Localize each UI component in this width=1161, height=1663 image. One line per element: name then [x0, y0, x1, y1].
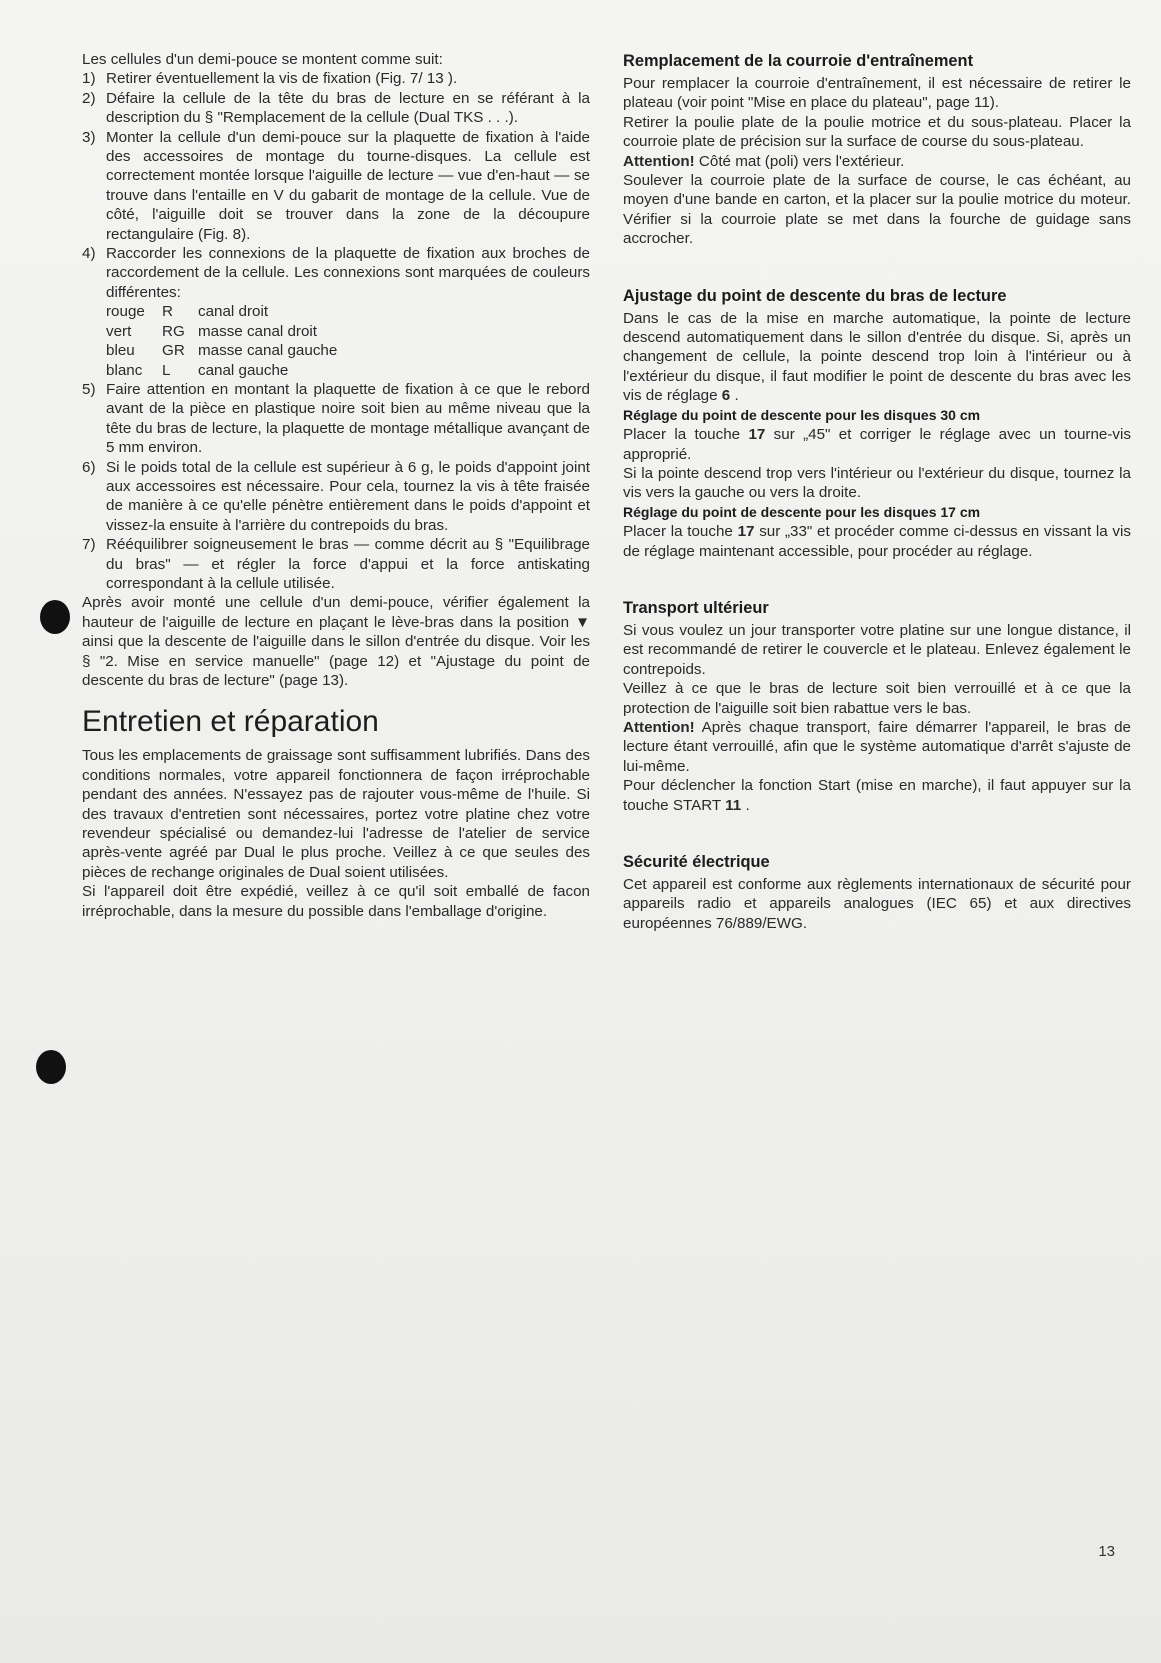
- color-row: vert RG masse canal droit: [106, 322, 318, 340]
- color-row: rouge R canal droit: [106, 303, 269, 321]
- heading-securite: Sécurité électrique: [623, 853, 770, 871]
- heading-courroie: Remplacement de la courroie d'entraînement: [623, 52, 974, 70]
- transport-attention: Attention! Après chaque transport, faire démarrer l'appareil, le bras de lecture étant verrouillé, afin que le système automatique d'arrêt s'ajuste de lui-même.: [623, 718, 1131, 775]
- ajustage-paragraph: Dans le cas de la mise en marche automatique, la pointe de lecture descend automatiquement dans le sillon d'entrée du disque. Si, après un changement de cellule, la pointe descend trop loin à l'intérieur ou à l'extérieur du disque, il faut modifier le point de descente du bras avec les vis de réglage 6 .: [623, 309, 1131, 405]
- transport-paragraph: Si vous voulez un jour transporter votre platine sur une longue distance, il est recommandé de retirer le couvercle et le plateau. Enlevez également le contrepoids.: [623, 621, 1131, 678]
- after-mounting-text: Après avoir monté une cellule d'un demi-pouce, vérifier également la hauteur de l'aiguille de lecture en plaçant le lève-bras dans la position ▼ ainsi que la descente de l'aiguille dans le sillon d'entrée du disque. Voir les § "2. Mise en service manuelle" (page 12) et "Ajustage du point de descente du bras de lecture" (page 13).: [82, 594, 590, 689]
- reglage-30-paragraph: Placer la touche 17 sur „45" et corriger le réglage avec un tourne-vis approprié.: [623, 426, 1131, 463]
- color-row: blanc L canal gauche: [106, 361, 289, 379]
- intro-text: Les cellules d'un demi-pouce se montent comme suit:: [82, 51, 443, 68]
- mounting-steps-continued: [82, 380, 590, 593]
- right-column: [623, 50, 1131, 933]
- step-item: 5) Faire attention en montant la plaquette de fixation à ce que le rebord avant de la pièce en plastique noire soit bien au même niveau que la tête du bras de lecture, la plaquette de montage métallique avançant de 5 mm environ.: [82, 380, 590, 457]
- step-item: 6) Si le poids total de la cellule est supérieur à 6 g, le poids d'appoint joint aux accessoires est nécessaire. Pour cela, tournez la vis à tête fraisée de manière à ce qu'elle pénètre entièrement dans le poids d'appoint et vissez-la ensuite à l'arrière du contrepoids du bras.: [82, 458, 590, 534]
- courroie-paragraph: Soulever la courroie plate de la surface de course, le cas échéant, au moyen d'une bande en carton, et la placer sur la poulie motrice du moteur. Vérifier si la courroie plate se met dans la fourche de guidage sans accrocher.: [623, 172, 1131, 248]
- courroie-attention: Attention! Côté mat (poli) vers l'extérieur.: [623, 152, 905, 170]
- courroie-paragraph: Pour remplacer la courroie d'entraînement, il est nécessaire de retirer le plateau (voir point "Mise en place du plateau", page 11).: [623, 75, 1131, 112]
- entretien-paragraph: Tous les emplacements de graissage sont suffisamment lubrifiés. Dans des conditions normales, votre appareil fonctionnera de façon irréprochable pendant des années. N'essayez pas de rajouter vous-même de l'huile. Si des travaux d'entretien sont nécessaires, portez votre platine chez votre revendeur spécialisé ou demandez-lui l'adresse de l'atelier de service après-vente agréé par Dual le plus proche. Veillez à ce que seules des pièces de rechange originales de Dual soient utilisées.: [82, 747, 590, 881]
- binder-hole: [36, 1050, 66, 1084]
- subheading-30cm: Réglage du point de descente pour les disques 30 cm: [623, 406, 981, 423]
- reglage-30-paragraph: Si la pointe descend trop vers l'intérieur ou l'extérieur du disque, tournez la vis vers la gauche ou vers la droite.: [623, 464, 1131, 502]
- transport-paragraph: Pour déclencher la fonction Start (mise en marche), il faut appuyer sur la touche START 11 .: [623, 777, 1131, 814]
- entretien-paragraph: Si l'appareil doit être expédié, veillez à ce qu'il soit emballé de facon irréprochable, dans la mesure du possible dans l'emballage d'origine.: [82, 883, 590, 920]
- heading-transport: Transport ultérieur: [623, 598, 769, 617]
- transport-paragraph: Veillez à ce que le bras de lecture soit bien verrouillé et à ce que la protection de l'aiguille soit bien rabattue vers le bas.: [623, 680, 1131, 717]
- color-code-table: [106, 302, 590, 380]
- attention-label: Attention!: [623, 152, 695, 170]
- step-item: 4) Raccorder les connexions de la plaquette de fixation aux broches de raccordement de la cellule. Les connexions sont marquées de couleurs différentes:: [82, 245, 590, 301]
- attention-label: Attention!: [623, 718, 695, 736]
- step-item: 3) Monter la cellule d'un demi-pouce sur la plaquette de fixation à l'aide des accessoires de montage du tourne-disques. La cellule est correctement montée lorsque l'aiguille de lecture — vue d'en-haut — se trouve dans l'entaille en V du gabarit de montage de la cellule. Vue de côté, l'aiguille doit se trouver dans la zone de la découpure rectangulaire (Fig. 8).: [82, 128, 590, 243]
- color-row: bleu GR masse canal gauche: [106, 342, 338, 360]
- heading-ajustage: Ajustage du point de descente du bras de lecture: [623, 286, 1007, 305]
- securite-paragraph: Cet appareil est conforme aux règlements internationaux de sécurité pour appareils radio et appareils analogues (IEC 65) et aux directives européennes 76/889/EWG.: [623, 876, 1131, 932]
- mounting-steps: [82, 69, 590, 302]
- subheading-17cm: Réglage du point de descente pour les disques 17 cm: [623, 503, 981, 520]
- step-item: 7) Rééquilibrer soigneusement le bras — comme décrit au § "Equilibrage du bras" — et régler la force d'appui et la force antiskating correspondant à la cellule utilisée.: [82, 536, 590, 592]
- page-number: 13: [1098, 1543, 1115, 1560]
- left-column: [82, 50, 590, 921]
- section-heading-entretien: Entretien et réparation: [82, 705, 379, 739]
- binder-hole: [40, 600, 70, 634]
- courroie-paragraph: Retirer la poulie plate de la poulie motrice et du sous-plateau. Placer la courroie plate de précision sur la surface de course du sous-plateau.: [623, 113, 1131, 151]
- step-item: 1) Retirer éventuellement la vis de fixation (Fig. 7/ 13 ).: [82, 70, 458, 88]
- reglage-17-paragraph: Placer la touche 17 sur „33" et procéder comme ci-dessus en vissant la vis de réglage maintenant accessible, pour procéder au réglage.: [623, 523, 1131, 560]
- step-item: 2) Défaire la cellule de la tête du bras de lecture en se référant à la description du § "Remplacement de la cellule (Dual TKS . . .).: [82, 89, 590, 127]
